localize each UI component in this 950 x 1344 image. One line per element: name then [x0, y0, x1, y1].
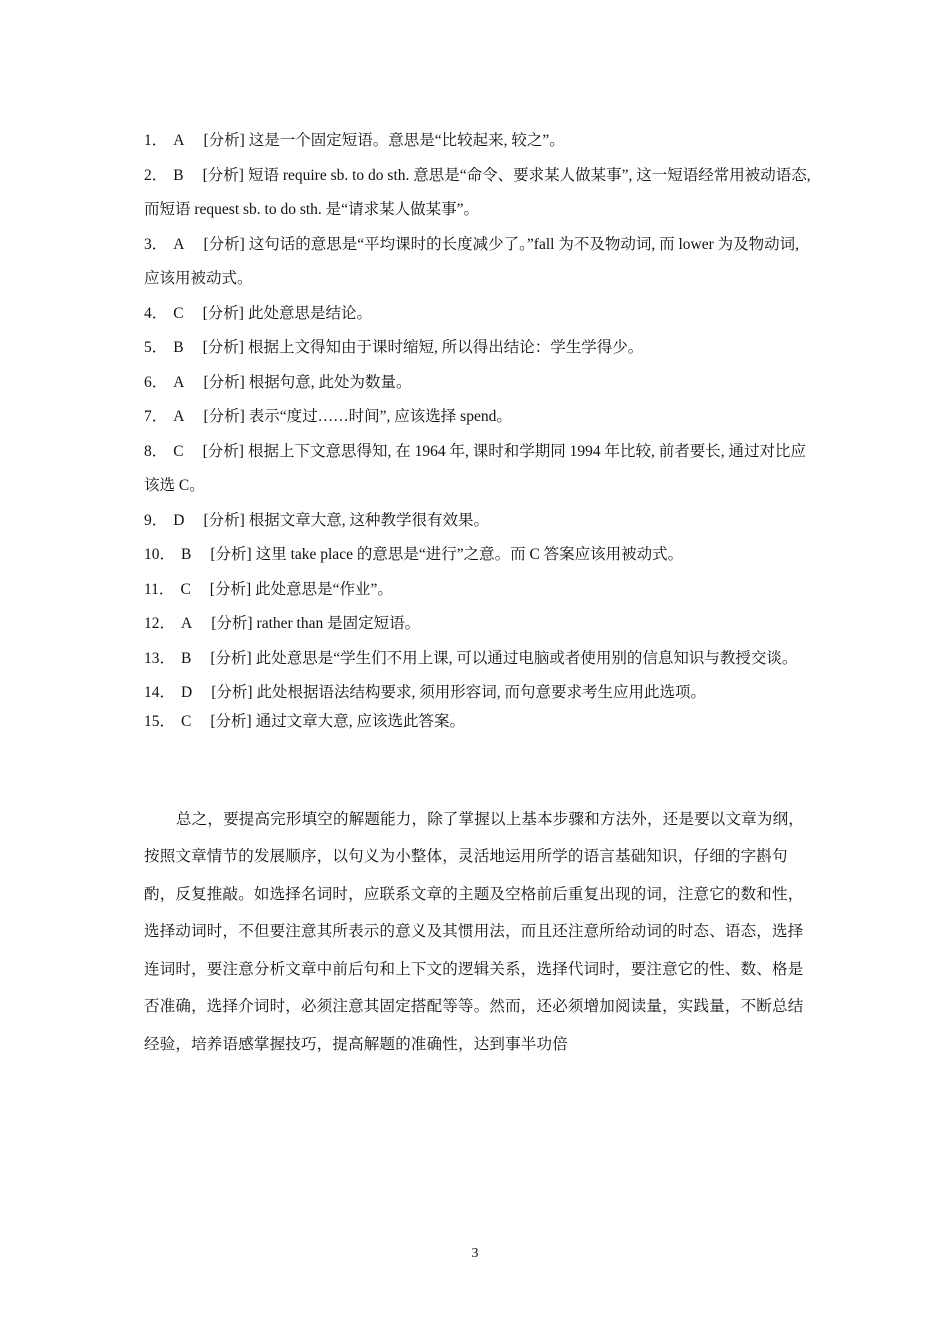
analysis-tag: [分析] — [203, 132, 245, 149]
answer-letter: B — [181, 546, 192, 563]
answer-number: 1． — [144, 132, 168, 149]
answer-item-15 — [144, 709, 814, 734]
answer-number: 6． — [144, 373, 168, 391]
analysis-text: 此处意思是“作业”。 — [255, 580, 393, 598]
analysis-text: 此处意思是结论。 — [247, 304, 372, 322]
answer-number: 7． — [144, 408, 168, 425]
answer-item-2 — [144, 159, 814, 228]
answer-number: 9． — [144, 511, 168, 529]
summary-paragraph: 总之，要提高完形填空的解题能力，除了掌握以上基本步骤和方法外，还是要以文章为纲，按照文章情节的发展顺序，以句义为小整体，灵活地运用所学的语言基础知识，仔细的字斟句酌，反复推敲。如选择名词时，应联系文章的主题及空格前后重复出现的词，注意它的数和性，选择动词时，不但要注意其所表示的意义及其惯用法，而且还注意所给动词的时态、语态，选择连词时，要注意分析文章中前后句和上下文的逻辑关系，选择代词时，要注意它的性、数、格是否准确，选择介词时，必须注意其固定搭配等等。然而，还必须增加阅读量，实践量，不断总结经验，培养语感掌握技巧，提高解题的准确性，达到事半功倍 — [144, 810, 805, 1053]
answer-number: 12． — [144, 615, 176, 632]
answer-letter: C — [173, 442, 184, 460]
answer-letter: C — [181, 713, 192, 730]
answer-letter: B — [173, 166, 184, 184]
answer-item-8 — [144, 435, 814, 504]
answer-item-12 — [144, 607, 814, 642]
analysis-text: 根据文章大意, 这种教学很有效果。 — [248, 511, 490, 529]
answer-letter: C — [173, 304, 184, 322]
answer-letter: A — [173, 373, 185, 391]
answer-number: 4． — [144, 304, 168, 322]
analysis-tag: [分析] — [210, 546, 252, 563]
answer-number: 15． — [144, 713, 176, 730]
analysis-tag: [分析] — [202, 339, 244, 356]
answer-letter: A — [181, 615, 193, 632]
analysis-text: 这里 take place 的意思是“进行”之意。而 C 答案应该用被动式。 — [255, 546, 684, 563]
analysis-text: 根据句意, 此处为数量。 — [248, 373, 412, 391]
answer-item-14 — [144, 680, 814, 705]
answer-letter: A — [173, 235, 185, 253]
analysis-tag: [分析] — [210, 713, 252, 730]
answer-item-7 — [144, 400, 814, 435]
answer-letter: A — [173, 408, 185, 425]
answer-number: 8． — [144, 442, 168, 460]
analysis-text: 这是一个固定短语。意思是“比较起来, 较之”。 — [248, 132, 565, 149]
answer-number: 13． — [144, 649, 176, 667]
answer-item-11 — [144, 573, 814, 608]
analysis-text: 此处根据语法结构要求, 须用形容词, 而句意要求考生应用此选项。 — [256, 684, 707, 701]
answer-item-1 — [144, 124, 814, 159]
answer-item-6 — [144, 366, 814, 401]
answer-number: 3． — [144, 235, 168, 253]
analysis-text: rather than 是固定短语。 — [256, 615, 421, 632]
answer-item-4 — [144, 297, 814, 332]
analysis-tag: [分析] — [202, 442, 244, 460]
analysis-tag: [分析] — [203, 511, 245, 529]
analysis-text: 此处意思是“学生们不用上课, 可以通过电脑或者使用别的信息知识与教授交谈。 — [255, 649, 798, 667]
answer-letter: B — [173, 339, 184, 356]
analysis-tag: [分析] — [203, 408, 245, 425]
answer-item-3 — [144, 228, 814, 297]
analysis-text: 这句话的意思是“平均课时的长度减少了。”fall 为不及物动词, 而 lower 为及物动词, 应该用被动式。 — [144, 235, 800, 287]
analysis-tag: [分析] — [202, 166, 244, 184]
answer-item-5 — [144, 331, 814, 366]
answer-number: 11． — [144, 580, 175, 598]
analysis-tag: [分析] — [211, 615, 253, 632]
answer-letter: B — [181, 649, 192, 667]
answer-letter: D — [173, 511, 185, 529]
analysis-tag: [分析] — [210, 649, 252, 667]
analysis-text: 表示“度过……时间”, 应该选择 spend。 — [248, 408, 512, 425]
analysis-text: 通过文章大意, 应该选此答案。 — [255, 713, 465, 730]
answer-letter: C — [180, 580, 191, 598]
analysis-tag: [分析] — [202, 304, 244, 322]
answer-number: 2． — [144, 166, 168, 184]
answer-number: 10． — [144, 546, 176, 563]
analysis-text: 短语 require sb. to do sth. 意思是“命令、要求某人做某事”, 这一短语经常用被动语态, 而短语 request sb. to do sth. 是“请求某人做某事”。 — [144, 166, 811, 218]
analysis-tag: [分析] — [211, 684, 253, 701]
analysis-text: 根据上下文意思得知, 在 1964 年, 课时和学期同 1994 年比较, 前者要长, 通过对比应该选 C。 — [144, 442, 806, 494]
analysis-text: 根据上文得知由于课时缩短, 所以得出结论：学生学得少。 — [247, 339, 644, 356]
answer-letter: D — [181, 684, 193, 701]
answer-list — [144, 124, 814, 734]
analysis-tag: [分析] — [203, 373, 245, 391]
answer-number: 5． — [144, 339, 168, 356]
answer-item-13 — [144, 642, 814, 677]
analysis-tag: [分析] — [209, 580, 252, 598]
answer-item-9 — [144, 504, 814, 539]
analysis-tag: [分析] — [203, 235, 245, 253]
answer-number: 14． — [144, 684, 176, 701]
answer-letter: A — [173, 132, 185, 149]
page-number: 3 — [471, 1246, 479, 1261]
answer-item-10 — [144, 538, 814, 573]
